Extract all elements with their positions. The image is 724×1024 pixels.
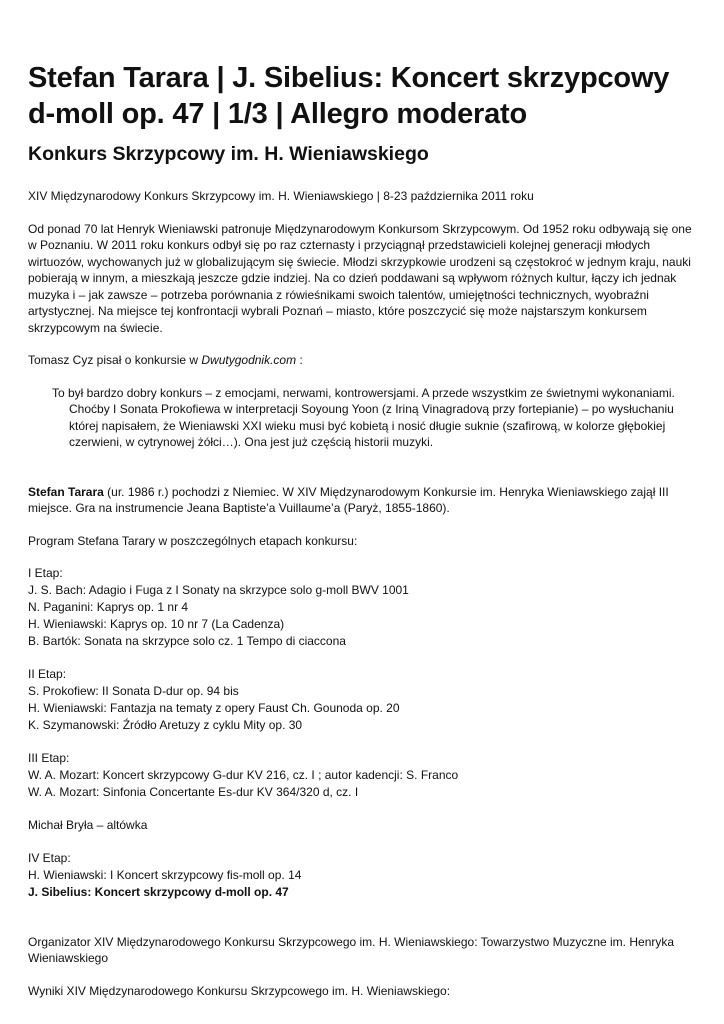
program-item: K. Szymanowski: Źródło Aretuzy z cyklu Mity op. 30 <box>28 718 303 732</box>
quote-intro-prefix: Tomasz Cyz pisał o konkursie w <box>28 353 202 367</box>
stage-label: III Etap: <box>28 751 70 765</box>
program-item: N. Paganini: Kaprys op. 1 nr 4 <box>28 600 189 614</box>
program-item: W. A. Mozart: Sinfonia Concertante Es-dur KV 364/320 d, cz. I <box>28 785 359 799</box>
quote-block <box>52 385 696 451</box>
stage-4 <box>28 850 696 901</box>
organizer-line: Organizator XIV Międzynarodowego Konkursu Skrzypcowego im. H. Wieniawskiego: Towarzystwo Muzyczne im. Henryka Wieniawskiego <box>28 934 675 965</box>
bio-text: (ur. 1986 r.) pochodzi z Niemiec. W XIV Międzynarodowym Konkursie im. Henryka Wieniawskiego zajął III miejsce. Gra na instrumencie Jeana Baptiste’a Vuillaume’a (Paryż, 1855-1860). <box>28 484 669 515</box>
program-item: B. Bartók: Sonata na skrzypce solo cz. 1 Tempo di ciaccona <box>28 634 346 648</box>
stage-2 <box>28 666 696 734</box>
quote-intro <box>28 352 696 369</box>
program-item-highlight: J. Sibelius: Koncert skrzypcowy d-moll op. 47 <box>28 884 289 899</box>
program-item: H. Wieniawski: Kaprys op. 10 nr 7 (La Cadenza) <box>28 617 285 631</box>
violist-line: Michał Bryła – altówka <box>28 818 148 832</box>
program-item: J. S. Bach: Adagio i Fuga z I Sonaty na skrzypce solo g-moll BWV 1001 <box>28 583 409 597</box>
quote-text: To był bardzo dobry konkurs – z emocjami, nerwami, kontrowersjami. A przede wszystkim ze świetnymi wykonaniami. Choćby I Sonata Prokofiewa w interpretacji Soyoung Yoon (z Iriną Vinagradovą przy fortepianie) – po wysłuchaniu której napisałem, że Wieniawski XXI wieku musi być kobietą i nosić długie suknie (szafirową, w kolorze głębokiej czerwieni, w cytrynowej żółci…). Ona jest już częścią historii muzyki. <box>52 385 675 449</box>
page-subtitle: Konkurs Skrzypcowy im. H. Wieniawskiego <box>28 143 429 165</box>
program-item: S. Prokofiew: II Sonata D-dur op. 94 bis <box>28 684 239 698</box>
quote-intro-suffix: : <box>296 353 303 367</box>
artist-name: Stefan Tarara <box>28 484 104 499</box>
stage-3 <box>28 750 696 801</box>
stage-label: I Etap: <box>28 566 63 580</box>
program-item: W. A. Mozart: Koncert skrzypcowy G-dur KV 216, cz. I ; autor kadencji: S. Franco <box>28 768 459 782</box>
event-line: XIV Międzynarodowy Konkurs Skrzypcowy im. H. Wieniawskiego | 8-23 października 2011 roku <box>28 189 534 203</box>
document-page <box>28 60 696 999</box>
program-item: H. Wieniawski: Fantazja na tematy z opery Faust Ch. Gounoda op. 20 <box>28 701 400 715</box>
bio-paragraph <box>28 484 696 517</box>
program-heading: Program Stefana Tarary w poszczególnych etapach konkursu: <box>28 533 358 548</box>
quote-source: Dwutygodnik.com <box>201 353 297 367</box>
results-line: Wyniki XIV Międzynarodowego Konkursu Skrzypcowego im. H. Wieniawskiego: <box>28 983 451 998</box>
stage-label: II Etap: <box>28 667 67 681</box>
stage-1 <box>28 565 696 650</box>
program-item: H. Wieniawski: I Koncert skrzypcowy fis-moll op. 14 <box>28 867 302 882</box>
page-title: Stefan Tarara | J. Sibelius: Koncert skrzypcowy d-moll op. 47 | 1/3 | Allegro moderato <box>28 62 670 130</box>
stage-label: IV Etap: <box>28 850 71 865</box>
intro-paragraph: Od ponad 70 lat Henryk Wieniawski patronuje Międzynarodowym Konkursom Skrzypcowym. Od 1952 roku odbywają się one w Poznaniu. W 2011 roku konkurs odbył się po raz czternasty i przyciągnął przedstawicieli kolejnej generacji młodych wirtuozów, wychowanych już w globalizującym się świecie. Młodzi skrzypkowie urodzeni są częstokroć w jednym kraju, nauki pobierają w innym, a mieszkają jeszcze gdzie indziej. Na co dzień poddawani są wpływom różnych kultur, łączy ich jednak muzyka i – jak zawsze – potrzeba porównania z rówieśnikami swoich talentów, umiejętności technicznych, wyobraźni artystycznej. Na miejsce tej konfrontacji wybrali Poznań – miasto, które poszczycić się może najstarszym konkursem skrzypcowym na świecie. <box>28 221 692 335</box>
